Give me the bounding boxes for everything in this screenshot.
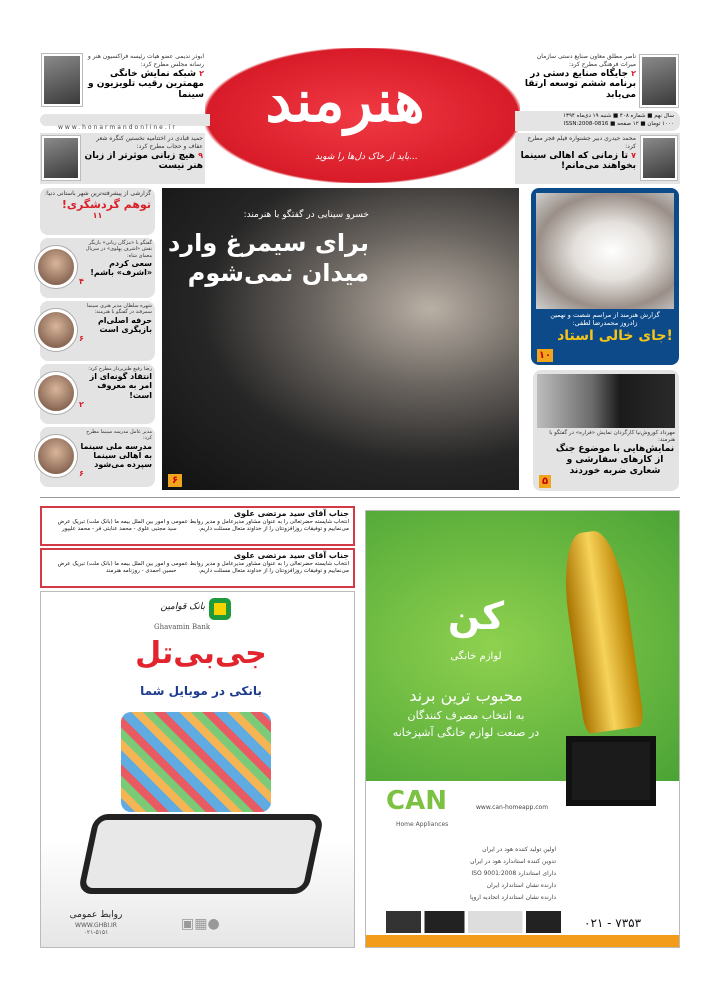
teaser-headline: شبکه نمایش خانگی مهمترین رقیب تلویزیون و سینما — [88, 68, 204, 101]
portrait-photo — [640, 55, 678, 107]
trophy-base — [566, 736, 656, 806]
teaser-headline: حرفه اصلی‌ام بازیگری است — [97, 315, 152, 334]
bank-website[interactable]: WWW.GHBI.IR — [75, 921, 117, 929]
page-number: ۱۰ — [538, 350, 552, 361]
ghavamin-bank-ad[interactable] — [40, 591, 355, 948]
congrats-notice-1: جناب آقای سید مرتضی علوی انتخاب شایسته حضرتعالی را به عنوان مشاور مدیرعامل و مدیر روابط عمومی و امور بین الملل بیمه ما (بانک ملت) تبریک عرض می‌نماییم و توفیقات روزافزونتان را از خداوند متعال مسئلت داریم. سید مجتبی علوی - محمد عنایتی فر - محمد علیپور — [40, 506, 355, 546]
teaser-top-left-1[interactable] — [40, 52, 205, 110]
teaser-left-3[interactable] — [40, 364, 155, 424]
feature-kicker: گزارشی از پیشرفته‌ترین شهر باستانی دنیا: — [44, 190, 151, 197]
product-name: جی‌بی‌تل — [135, 636, 267, 671]
ad-slogan-1: محبوب ترین برند — [409, 686, 523, 705]
page-number: ۲ — [79, 399, 84, 409]
teaser-top-left-2[interactable] — [40, 133, 205, 184]
teaser-left-4[interactable] — [40, 427, 155, 487]
section-divider — [40, 497, 680, 498]
feature-kicker: گزارش هنرمند از مراسم شصت و نهمین زادروز محمدرضا لطفی: — [550, 311, 660, 328]
feature-tourism[interactable] — [40, 188, 155, 235]
portrait-photo — [35, 372, 77, 414]
can-feature-item: دارای استاندارد ISO 9001:2008 — [471, 870, 556, 877]
product-tagline: بانکی در موبایل شما — [140, 684, 262, 698]
website-bar — [40, 114, 210, 131]
bank-logo-icon — [209, 598, 231, 620]
lotfi-photo — [536, 193, 674, 309]
portrait-photo — [641, 136, 677, 180]
feature-headline: نمایش‌هایی با موضوع جنگ از کارهای سفارشی و شعاری ضربه خوردند — [555, 444, 675, 476]
portrait-photo — [35, 435, 77, 477]
teaser-kicker: گفتگو با «مژگان ربانی» بازیگر نقش «اشرف پهلوی» در سریال معمای شاه: — [85, 240, 152, 259]
bank-name-fa: بانک قوامین — [160, 602, 205, 612]
can-feature-item: دارنده نشان استاندارد اتحادیه اروپا — [469, 894, 556, 901]
lead-headline: برای سیمرغ وارد میدان نمی‌شوم — [168, 229, 369, 287]
platform-icons: ▣▦● — [181, 916, 220, 932]
teaser-kicker: رضا رفیع طنزپرداز مطرح کرد: — [88, 366, 152, 372]
feature-headline: جای خالی استاد! — [557, 327, 673, 344]
bank-phone: ۰۲۱-۵۱۵۱ — [83, 929, 109, 937]
teaser-left-2[interactable] — [40, 301, 155, 361]
can-phone: ۰۲۱ - ۷۳۵۳ — [578, 915, 647, 931]
theatre-photo — [537, 374, 675, 428]
portrait-photo — [35, 309, 77, 351]
can-logo-sub: لوازم خانگی — [450, 651, 502, 662]
portrait-photo — [35, 246, 77, 288]
can-logo-en-sub: Home Appliances — [396, 821, 449, 828]
teaser-kicker: محمد حیدری دبیر جشنواره فیلم فجر مطرح کرد: — [527, 135, 636, 150]
masthead — [205, 48, 520, 183]
page-number: ۹ — [198, 150, 203, 160]
portrait-photo — [42, 54, 82, 106]
orange-bar — [366, 935, 680, 948]
teaser-headline: تا زمانی که اهالی سینما بخواهند می‌مانم! — [520, 150, 636, 172]
page-number: ۱۱ — [92, 210, 103, 220]
can-feature-item: اولین تولید کننده هود در ایران — [482, 846, 556, 853]
page-number: ۵ — [539, 475, 551, 488]
teaser-headline: مدرسه ملی سینما به اهالی سینما سپرده می‌شود — [80, 441, 152, 469]
masthead-logo: هنرمند — [265, 67, 425, 135]
pr-label: روابط عمومی — [69, 910, 123, 920]
teaser-left-1[interactable] — [40, 238, 155, 298]
page-number: ۷ — [631, 150, 636, 160]
page-number: ۶ — [79, 333, 84, 343]
website-url[interactable]: www.honarmandonline.ir — [58, 124, 177, 131]
feature-kicker: مهرداد کوروش‌نیا کارگردان نمایش «فراره» در گفتگو با هنرمند: — [549, 430, 675, 444]
issue-info-bar: سال نهم ■ شماره ۴۰۸ ■ شنبه ۱۹ دی‌ماه ۱۳۹۴ ۱۰۰۰ تومان ■ ۱۲ صفحه ■ ISSN:2008-0816 — [515, 111, 680, 131]
can-appliances-ad[interactable] — [365, 510, 680, 948]
can-feature-item: تدوین کننده استاندارد هود در ایران — [470, 858, 556, 865]
teaser-kicker: حمید قبادی در اختتامیه نخستین کنگره شعر عفاف و حجاب مطرح کرد: — [96, 135, 203, 150]
teaser-headline: هیچ زبانی موثرتر از زبان هنر نیست — [84, 150, 203, 172]
teaser-kicker: شهره سلطان مدیر هنری سینما سمرقند در گفتگو با هنرمند: — [86, 303, 152, 316]
smartphone-image — [77, 814, 324, 894]
can-logo-en: CAN — [386, 786, 447, 816]
teaser-top-right-2[interactable] — [515, 133, 680, 184]
masthead-slogan: ...باید از خاک دل‌ها را شوید — [315, 152, 418, 162]
bank-name-en: Ghavamin Bank — [154, 623, 211, 631]
teaser-kicker: ناصر مطلق معاون صنایع دستی سازمان میراث فرهنگی مطرح کرد: — [536, 53, 636, 68]
teaser-headline: جایگاه صنایع دستی در برنامه ششم توسعه ارتقا می‌یابد — [524, 68, 636, 101]
can-feature-list — [386, 844, 556, 904]
page-number: ۴ — [79, 277, 84, 287]
can-website[interactable]: www.can-homeapp.com — [476, 804, 549, 811]
teaser-kicker: مدیر عامل مدرسه سینما مطرح کرد: — [86, 429, 152, 442]
portrait-photo — [42, 136, 80, 180]
teaser-kicker: ابوذر ندیمی عضو هیات رئیسه فراکسیون هنر و رسانه مجلس مطرح کرد: — [87, 53, 204, 68]
ad-slogan-2: به انتخاب مصرف کنندگان — [407, 709, 525, 722]
feature-theatre[interactable] — [533, 370, 679, 491]
feature-headline: توهم گردشگری! — [61, 197, 151, 211]
lead-story[interactable] — [162, 188, 519, 490]
can-feature-item: دارنده نشان استاندارد ایران — [486, 882, 556, 889]
congrats-notice-2: جناب آقای سید مرتضی علوی انتخاب شایسته حضرتعالی را به عنوان مشاور مدیرعامل و مدیر روابط عمومی و امور بین الملل بیمه ما (بانک ملت) تبریک عرض می‌نماییم و توفیقات روزافزونتان را از خداوند متعال مسئلت داریم. حسین احمدی - روزنامه هنرمند — [40, 548, 355, 588]
page-number: ۲ — [199, 68, 204, 78]
products-strip — [386, 911, 561, 933]
teaser-headline: سعی کردم «اشرف» باشم! — [90, 258, 152, 277]
feature-lotfi[interactable] — [531, 188, 679, 365]
masthead-subtitle: روزنامه — [463, 48, 516, 64]
teaser-top-right-1[interactable] — [520, 52, 680, 110]
ad-slogan-3: در صنعت لوازم خانگی آشپزخانه — [392, 726, 540, 739]
page-number: ۶ — [168, 474, 182, 487]
app-icons-cluster — [121, 712, 271, 812]
page-number: ۲ — [631, 68, 636, 78]
can-logo-fa: کن — [447, 594, 505, 638]
lead-kicker: خسرو سینایی در گفتگو با هنرمند: — [243, 210, 369, 220]
teaser-headline: انتقاد گونه‌ای از امر به معروف است! — [89, 372, 152, 400]
page-number: ۶ — [79, 469, 84, 479]
